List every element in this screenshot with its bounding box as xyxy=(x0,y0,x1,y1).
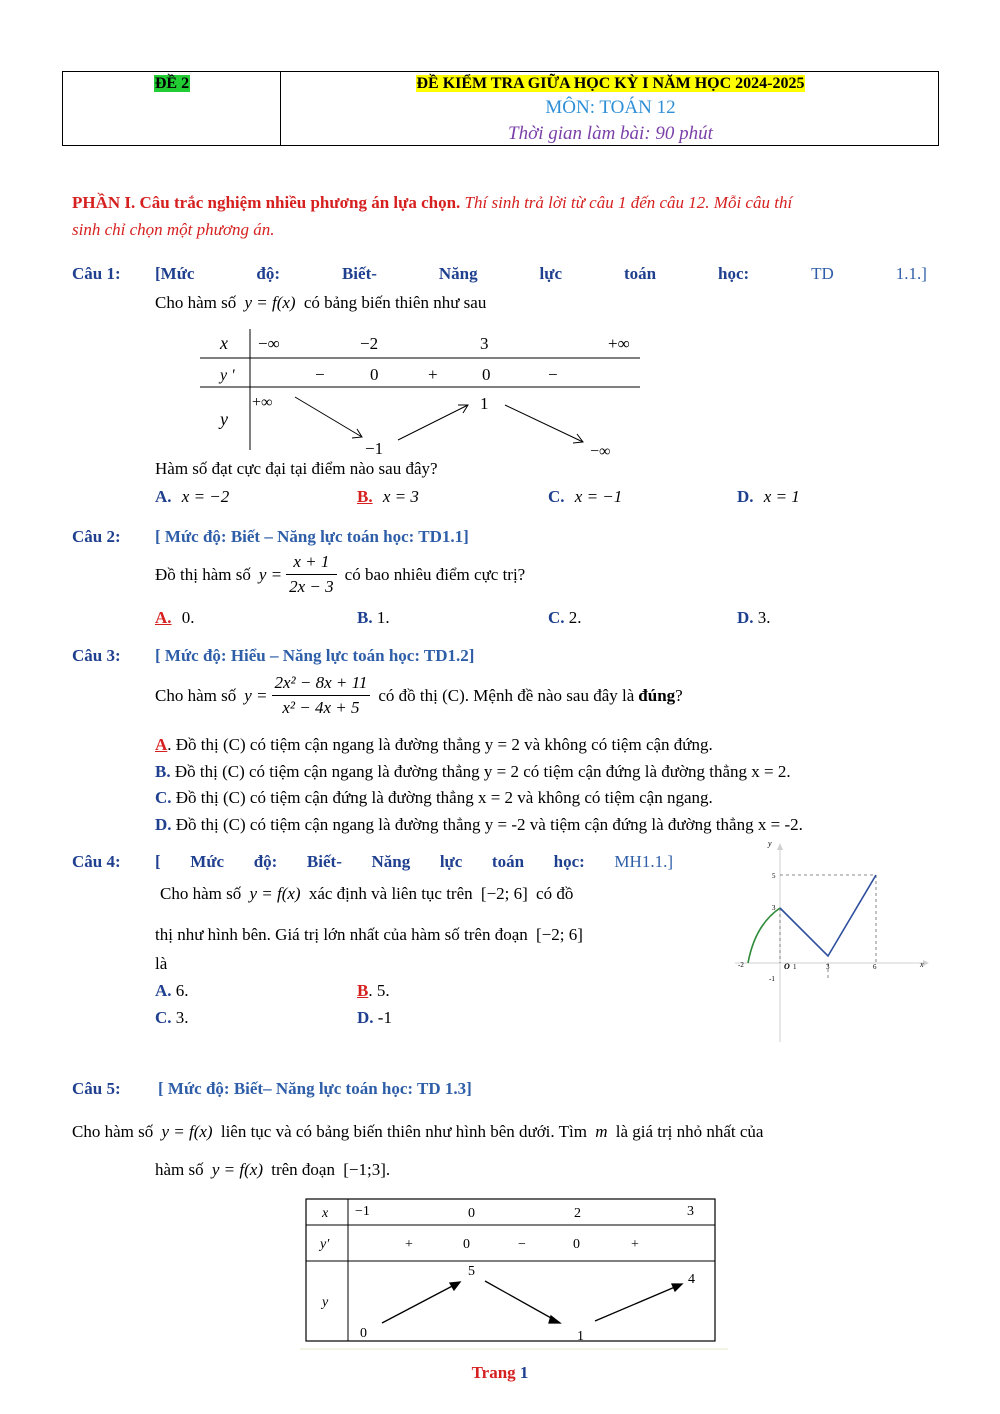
part1-instruction-1: Thí sinh trả lời từ câu 1 đến câu 12. Mỗi câu thí xyxy=(460,193,793,212)
q1-x-value: 3 xyxy=(480,334,489,353)
q5-label: Câu 5: xyxy=(72,1079,121,1098)
part1-title: PHẦN I. Câu trắc nghiệm nhiều phương án lựa chọn. xyxy=(72,193,461,212)
q5-sign: − xyxy=(518,1237,526,1252)
header-left-cell xyxy=(63,72,281,145)
q5-line2: hàm số y = f(x) trên đoạn [−1;3]. xyxy=(155,1160,391,1179)
q5-y-value: 1 xyxy=(577,1329,584,1344)
x-axis-arrow-icon xyxy=(923,960,929,966)
q1-y-label: y xyxy=(220,409,228,429)
q3-option-b[interactable]: B. Đồ thị (C) có tiệm cận ngang là đường thẳng y = 2 có tiệm cận đứng là đường thẳng x = 2. xyxy=(155,762,791,781)
q1-option-b[interactable]: B. x = 3 xyxy=(357,487,419,506)
q4-x-tick: -2 xyxy=(738,961,744,969)
q1-option-a[interactable]: A. x = −2 xyxy=(155,487,230,506)
q5-x-value: 0 xyxy=(468,1206,475,1221)
q5-arrows xyxy=(382,1281,682,1323)
q5-sign: 0 xyxy=(573,1237,580,1252)
q1-yp-label: y ' xyxy=(220,367,235,384)
q3-option-a[interactable]: A. Đồ thị (C) có tiệm cận ngang là đường thẳng y = 2 và không có tiệm cận đứng. xyxy=(155,735,713,754)
q4-x-tick: 1 xyxy=(793,963,797,971)
q3-fraction: $\frac{\text{2x² − 8x + 11}}{\text{x² − 4x + 5}}$ xyxy=(272,673,371,718)
q5-variation-table xyxy=(300,1196,730,1351)
q4-y-tick: -1 xyxy=(769,975,775,983)
q4-line2: thị như hình bên. Giá trị lớn nhất của hàm số trên đoạn [−2; 6] xyxy=(155,925,583,944)
q3-stem: Cho hàm số y = $\frac{\text{2x² − 8x + 11}}{\text{x² − 4x + 5}}$ có đồ thị (C). Mệnh đề nào sau đây là đúng ? xyxy=(155,673,683,717)
q1-y-value: +∞ xyxy=(252,394,273,411)
q1-arrows xyxy=(295,397,583,443)
q4-option-b[interactable]: B. 5. xyxy=(357,981,390,1000)
q3-label: Câu 3: xyxy=(72,646,121,665)
q1-x-value: +∞ xyxy=(608,334,630,353)
q4-x-tick: 3 xyxy=(826,963,830,971)
q2-stem: Đồ thị hàm số y = $\frac{x + 1}{2x - 3}$ có bao nhiêu điểm cực trị? xyxy=(155,552,526,596)
q1-x-value: −∞ xyxy=(258,334,280,353)
q5-y-value: 5 xyxy=(468,1264,475,1279)
q2-meta: [ Mức độ: Biết – Năng lực toán học: TD1.1] xyxy=(155,527,469,546)
q4-y-tick: 3 xyxy=(772,904,776,912)
q1-meta: [Mức độ: Biết- Năng lực toán học: TD 1.1.] xyxy=(155,264,927,283)
q3-meta: [ Mức độ: Hiểu – Năng lực toán học: TD1.2] xyxy=(155,646,475,665)
q5-meta: [ Mức độ: Biết– Năng lực toán học: TD 1.3] xyxy=(158,1079,472,1098)
q1-sign: 0 xyxy=(370,365,379,384)
q4-curve-right xyxy=(780,875,876,956)
exam-subject: MÔN: TOÁN 12 xyxy=(545,97,676,118)
q1-question: Hàm số đạt cực đại tại điểm nào sau đây? xyxy=(155,459,438,478)
q4-y-axis-label: y xyxy=(768,840,772,848)
q5-x-value: −1 xyxy=(355,1204,370,1219)
q1-y-value: −1 xyxy=(365,439,384,458)
q1-sign: − xyxy=(548,365,558,384)
exam-title: ĐỀ KIỂM TRA GIỮA HỌC KỲ I NĂM HỌC 2024-2025 xyxy=(416,75,805,92)
q2-label: Câu 2: xyxy=(72,527,121,546)
q5-line1: Cho hàm số y = f(x) liên tục và có bảng biến thiên như hình bên dưới. Tìm m là giá trị nhỏ nhất của xyxy=(72,1122,764,1141)
q4-x-axis-label: x xyxy=(920,960,924,969)
q2-option-c[interactable]: C. 2. xyxy=(548,608,582,627)
q2-fraction: $\frac{x + 1}{2x - 3}$ xyxy=(286,552,337,597)
q1-sign: + xyxy=(428,365,438,384)
q1-option-d[interactable]: D. x = 1 xyxy=(737,487,800,506)
q4-line1: Cho hàm số y = f(x) xác định và liên tục trên [−2; 6] có đồ xyxy=(160,884,574,903)
q5-x-value: 3 xyxy=(687,1204,694,1219)
q5-y-value: 4 xyxy=(688,1272,695,1287)
q4-option-a[interactable]: A. 6. xyxy=(155,981,189,1000)
q1-label: Câu 1: xyxy=(72,264,121,283)
part1-heading xyxy=(72,193,792,213)
q4-x-tick: 6 xyxy=(873,963,877,971)
exam-code: ĐỀ 2 xyxy=(154,75,190,92)
q4-label: Câu 4: xyxy=(72,852,121,871)
page-number: 1 xyxy=(519,1363,529,1382)
q1-sign: 0 xyxy=(482,365,491,384)
q3-option-c[interactable]: C. Đồ thị (C) có tiệm cận đứng là đường thẳng x = 2 và không có tiệm cận ngang. xyxy=(155,788,713,807)
q1-variation-table xyxy=(200,325,645,460)
q1-y-value: 1 xyxy=(480,394,489,413)
q5-sign: 0 xyxy=(463,1237,470,1252)
q4-option-c[interactable]: C. 3. xyxy=(155,1008,189,1027)
q2-option-d[interactable]: D. 3. xyxy=(737,608,771,627)
q5-sign: + xyxy=(631,1237,639,1252)
q5-y-value: 0 xyxy=(360,1326,367,1341)
q4-option-d[interactable]: D. -1 xyxy=(357,1008,392,1027)
q5-sign: + xyxy=(405,1237,413,1252)
q2-option-b[interactable]: B. 1. xyxy=(357,608,390,627)
q2-option-a[interactable]: A. 0. xyxy=(155,608,195,627)
q4-y-tick: 5 xyxy=(772,872,776,880)
q4-axes xyxy=(735,845,928,1042)
q5-yp-label: y′ xyxy=(320,1237,330,1252)
q1-sign: − xyxy=(315,365,325,384)
page-footer xyxy=(0,1363,1000,1383)
part1-instruction-2: sinh chỉ chọn một phương án. xyxy=(72,220,275,239)
header-table xyxy=(62,71,939,146)
q4-curve-left xyxy=(748,908,780,963)
q4-origin-label: O xyxy=(784,962,790,971)
q3-option-d[interactable]: D. Đồ thị (C) có tiệm cận ngang là đường thẳng y = -2 và tiệm cận đứng là đường thẳng x = -2. xyxy=(155,815,803,834)
q1-x-label: x xyxy=(220,333,228,353)
q1-stem: Cho hàm số y = f(x) có bảng biến thiên như sau xyxy=(155,293,487,312)
q4-graph xyxy=(730,840,930,1045)
q1-x-value: −2 xyxy=(360,334,379,353)
q1-y-value: −∞ xyxy=(590,443,611,460)
q4-guide-lines xyxy=(748,875,876,980)
y-axis-arrow-icon xyxy=(777,843,783,850)
q4-meta: [ Mức độ: Biết- Năng lực toán học: MH1.1.] xyxy=(155,852,673,871)
q5-x-value: 2 xyxy=(574,1206,581,1221)
q5-x-label: x xyxy=(322,1206,329,1221)
page-label: Trang xyxy=(471,1363,516,1382)
q5-y-label: y xyxy=(322,1295,329,1310)
q4-line3: là xyxy=(155,954,168,973)
q1-option-c[interactable]: C. x = −1 xyxy=(548,487,623,506)
exam-duration: Thời gian làm bài: 90 phút xyxy=(508,123,713,144)
